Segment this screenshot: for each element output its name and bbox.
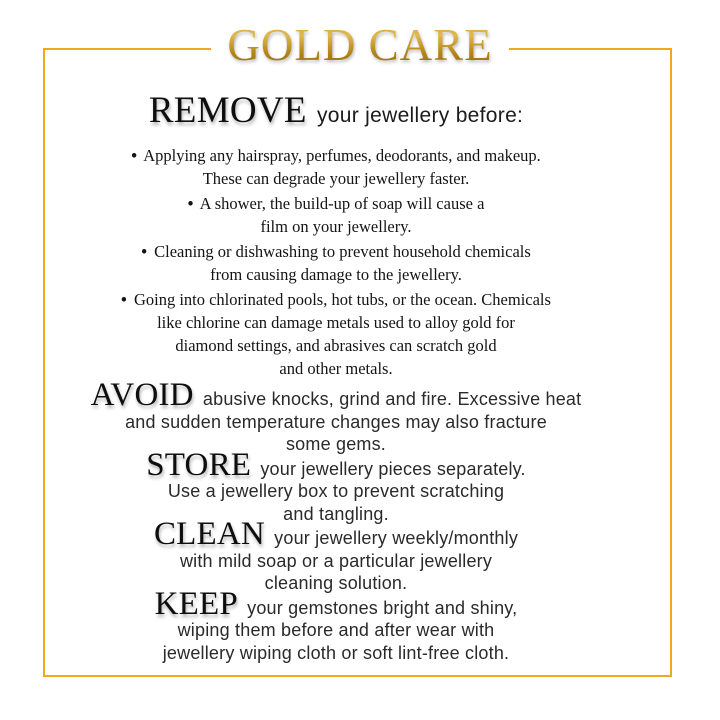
bullet-text: A shower, the build-up of soap will cause a [199, 194, 485, 213]
keep-heading: KEEP [154, 585, 238, 622]
bullet-line: from causing damage to the jewellery. [210, 265, 462, 284]
bullet-item [26, 288, 646, 380]
section-text: abusive knocks, grind and fire. Excessive heat [202, 389, 582, 409]
section-text: your gemstones bright and shiny, [247, 597, 518, 618]
avoid-heading: AVOID [90, 377, 194, 413]
section-line: jewellery wiping cloth or soft lint-free cloth. [162, 642, 510, 663]
bullet-text: Going into chlorinated pools, hot tubs, or the ocean. Chemicals [133, 290, 551, 309]
bullet-icon: • [187, 194, 194, 213]
bullet-text: Cleaning or dishwashing to prevent household chemicals [154, 242, 531, 261]
section-line: some gems. [285, 434, 387, 454]
bullet-line: film on your jewellery. [260, 217, 412, 236]
bullet-icon: • [121, 290, 127, 309]
bullet-line [26, 192, 646, 215]
bullet-item [26, 240, 646, 286]
card-content [26, 90, 646, 666]
section-text: your jewellery pieces separately. [260, 458, 526, 479]
card-title-row [0, 0, 720, 79]
bullet-line [26, 288, 646, 311]
bullet-icon: • [131, 146, 137, 165]
bullet-icon: • [141, 242, 147, 261]
section-first-line [26, 446, 646, 483]
store-heading: STORE [146, 446, 252, 483]
bullet-item [26, 192, 646, 238]
section-store [26, 446, 646, 526]
bullet-text: Applying any hairspray, perfumes, deodorants, and makeup. [143, 146, 541, 165]
bullet-line: diamond settings, and abrasives can scratch gold [175, 336, 497, 355]
bullet-line [26, 144, 646, 167]
section-line: and sudden temperature changes may also fracture [125, 411, 547, 432]
section-clean [26, 516, 646, 595]
section-first-line [26, 585, 646, 622]
section-first-line [26, 377, 646, 413]
section-line: Use a jewellery box to prevent scratching [167, 481, 505, 501]
section-text: your jewellery weekly/monthly [274, 528, 519, 548]
clean-heading: CLEAN [153, 516, 265, 552]
remove-heading-line [26, 90, 646, 134]
section-keep [26, 585, 646, 665]
remove-lead-text: your jewellery before: [316, 104, 524, 127]
section-line: wiping them before and after wear with [177, 620, 495, 640]
section-avoid [26, 377, 646, 456]
bullet-line [26, 240, 646, 263]
section-line: cleaning solution. [264, 573, 408, 593]
bullet-line: like chlorine can damage metals used to alloy gold for [157, 313, 515, 332]
bullet-line: These can degrade your jewellery faster. [202, 169, 470, 188]
bullet-item [26, 144, 646, 190]
section-line: and tangling. [283, 503, 389, 524]
card-title: GOLD CARE [227, 20, 493, 70]
remove-heading: REMOVE [148, 90, 307, 131]
section-first-line [26, 516, 646, 552]
card-title-backdrop [211, 22, 508, 79]
section-line: with mild soap or a particular jewellery [179, 550, 493, 571]
bullet-line: and other metals. [279, 359, 393, 378]
